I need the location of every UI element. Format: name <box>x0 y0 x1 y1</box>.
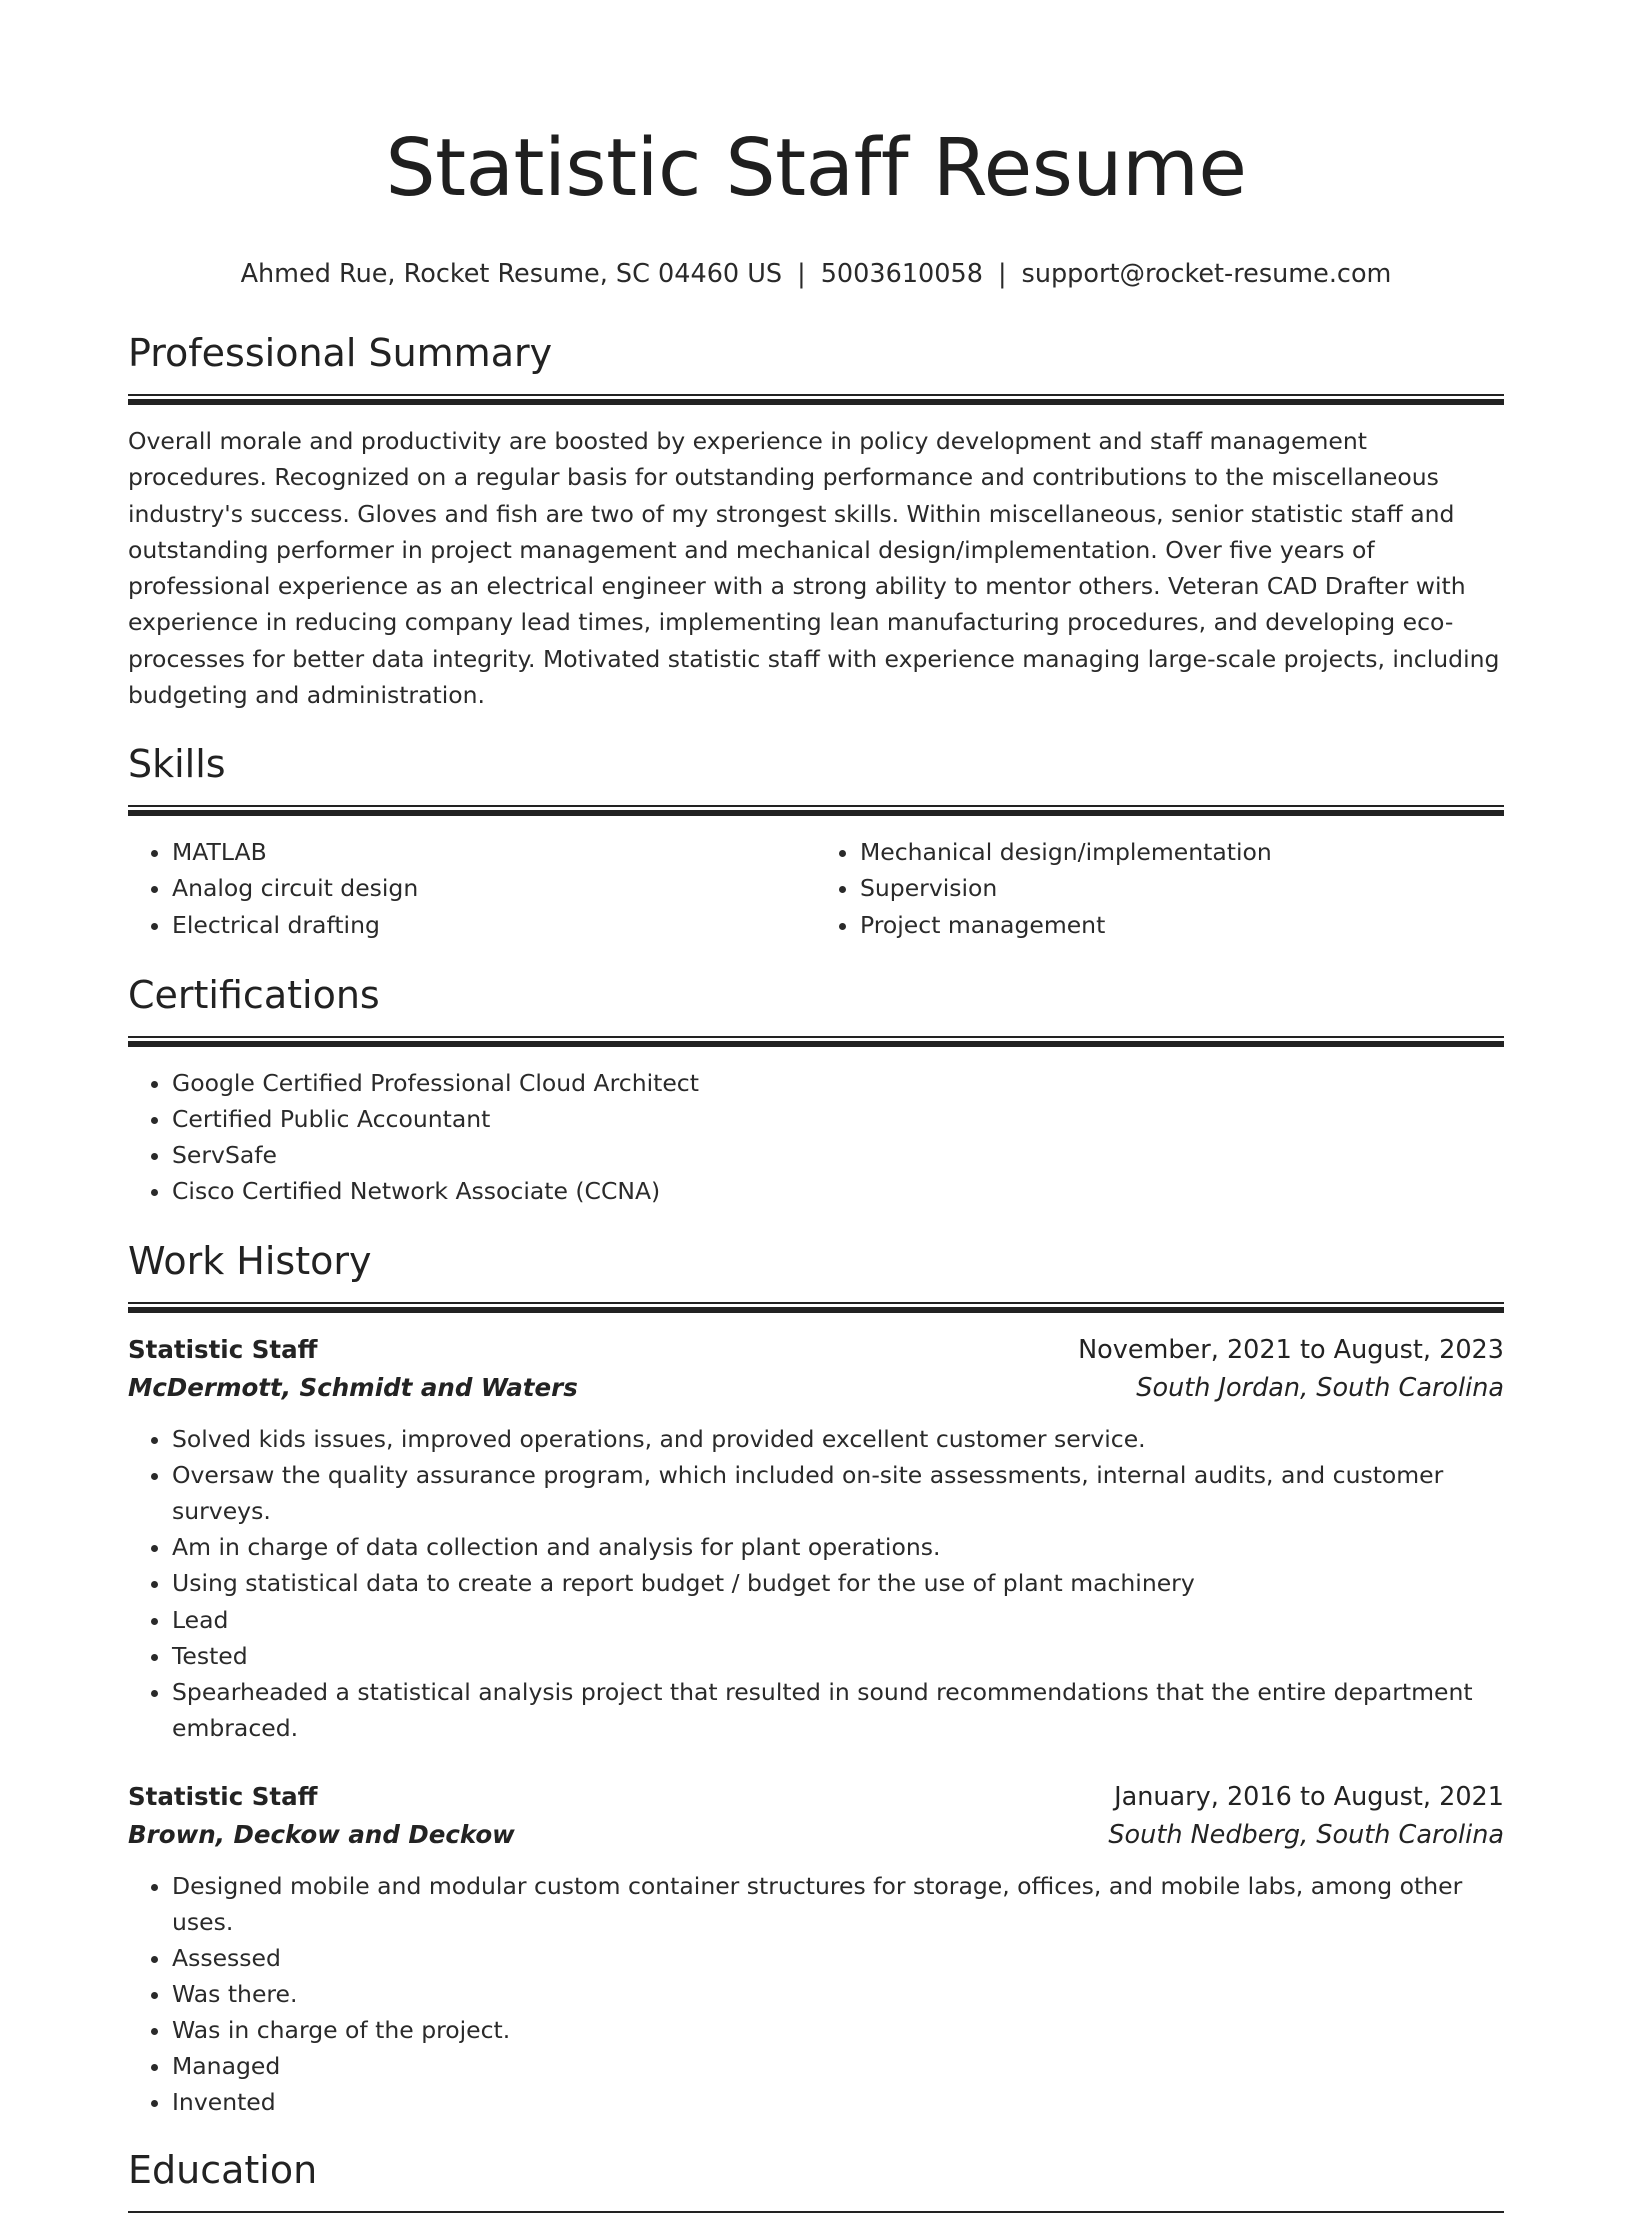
job-bullet: • Managed <box>172 2048 1504 2084</box>
work-history-section <box>128 1236 1504 2121</box>
section-divider <box>128 805 1504 816</box>
certification-item: • Certified Public Accountant <box>172 1101 1504 1137</box>
job-title: Statistic Staff <box>128 1335 318 1365</box>
skills-section <box>128 739 1504 942</box>
education-section <box>128 2145 1504 2213</box>
skills-grid <box>128 834 1504 942</box>
education-heading: Education <box>128 2147 318 2192</box>
summary-heading: Professional Summary <box>128 331 553 375</box>
job-bullet: • Using statistical data to create a report budget / budget for the use of plant machinery <box>172 1565 1504 1601</box>
section-divider <box>128 2211 1504 2213</box>
section-divider <box>128 394 1504 405</box>
job-bullet: • Lead <box>172 1602 1504 1638</box>
job-location: South Nedberg, South Carolina <box>1108 1819 1504 1850</box>
job-header-row <box>128 1331 1504 1369</box>
job-entry <box>128 1778 1504 2121</box>
skill-item: • Electrical drafting <box>172 907 816 943</box>
skills-heading: Skills <box>128 742 226 787</box>
job-bullet: • Spearheaded a statistical analysis project that resulted in sound recommendations that the entire department embraced. <box>172 1674 1504 1746</box>
job-company: McDermott, Schmidt and Waters <box>128 1373 578 1403</box>
skills-list-left <box>128 834 816 942</box>
skills-list-right <box>816 834 1504 942</box>
section-divider <box>128 1302 1504 1313</box>
job-bullet: • Designed mobile and modular custom container structures for storage, offices, and mobile labs, among other uses. <box>172 1868 1504 1940</box>
skill-item: • Mechanical design/implementation <box>860 834 1504 870</box>
job-bullet: • Tested <box>172 1638 1504 1674</box>
contact-separator: | <box>797 259 806 289</box>
certification-item: • Cisco Certified Network Associate (CCNA) <box>172 1173 1504 1209</box>
section-divider <box>128 1036 1504 1047</box>
contact-address: Ahmed Rue, Rocket Resume, SC 04460 US <box>240 259 783 289</box>
skill-item: • Supervision <box>860 870 1504 906</box>
skill-item: • Project management <box>860 907 1504 943</box>
skill-item: • Analog circuit design <box>172 870 816 906</box>
job-bullet: • Invented <box>172 2084 1504 2120</box>
contact-email: support@rocket-resume.com <box>1021 259 1392 289</box>
summary-section <box>128 328 1504 713</box>
contact-phone: 5003610058 <box>820 259 983 289</box>
resume-title: Statistic Staff Resume <box>385 122 1247 214</box>
summary-text: Overall morale and productivity are boosted by experience in policy development and staff management procedures. Recognized on a regular basis for outstanding performance and contributions to the miscellaneous industry's success. Gloves and fish are two of my strongest skills. Within miscellaneous, senior statistic staff and outstanding performer in project management and mechanical design/implementation. Over five years of professional experience as an electrical engineer with a strong ability to mentor others. Veteran CAD Drafter with experience in reducing company lead times, implementing lean manufacturing procedures, and developing eco-processes for better data integrity. Motivated statistic staff with experience managing large-scale projects, including budgeting and administration. <box>128 427 1500 710</box>
job-bullets <box>128 1868 1504 2121</box>
job-bullet: • Solved kids issues, improved operations, and provided excellent customer service. <box>172 1421 1504 1457</box>
contact-separator: | <box>997 259 1007 289</box>
certifications-heading: Certifications <box>128 972 380 1017</box>
job-bullet: • Was there. <box>172 1976 1504 2012</box>
certifications-section <box>128 970 1504 1209</box>
job-bullets <box>128 1421 1504 1746</box>
job-dates: January, 2016 to August, 2021 <box>1114 1781 1504 1812</box>
job-company-row <box>128 1816 1504 1854</box>
job-bullet: • Assessed <box>172 1940 1504 1976</box>
job-dates: November, 2021 to August, 2023 <box>1078 1335 1504 1366</box>
job-bullet: • Am in charge of data collection and analysis for plant operations. <box>172 1529 1504 1565</box>
job-bullet: • Oversaw the quality assurance program, which included on-site assessments, internal audits, and customer surveys. <box>172 1457 1504 1529</box>
job-title: Statistic Staff <box>128 1781 318 1811</box>
certification-item: • Google Certified Professional Cloud Architect <box>172 1065 1504 1101</box>
contact-line <box>128 254 1504 294</box>
skill-item: • MATLAB <box>172 834 816 870</box>
certifications-list <box>128 1065 1504 1209</box>
job-company-row <box>128 1369 1504 1407</box>
job-company: Brown, Deckow and Deckow <box>128 1819 515 1849</box>
job-location: South Jordan, South Carolina <box>1136 1373 1504 1404</box>
job-entry <box>128 1331 1504 1746</box>
job-header-row <box>128 1778 1504 1816</box>
certification-item: • ServSafe <box>172 1137 1504 1173</box>
job-bullet: • Was in charge of the project. <box>172 2012 1504 2048</box>
work-history-heading: Work History <box>128 1239 372 1284</box>
